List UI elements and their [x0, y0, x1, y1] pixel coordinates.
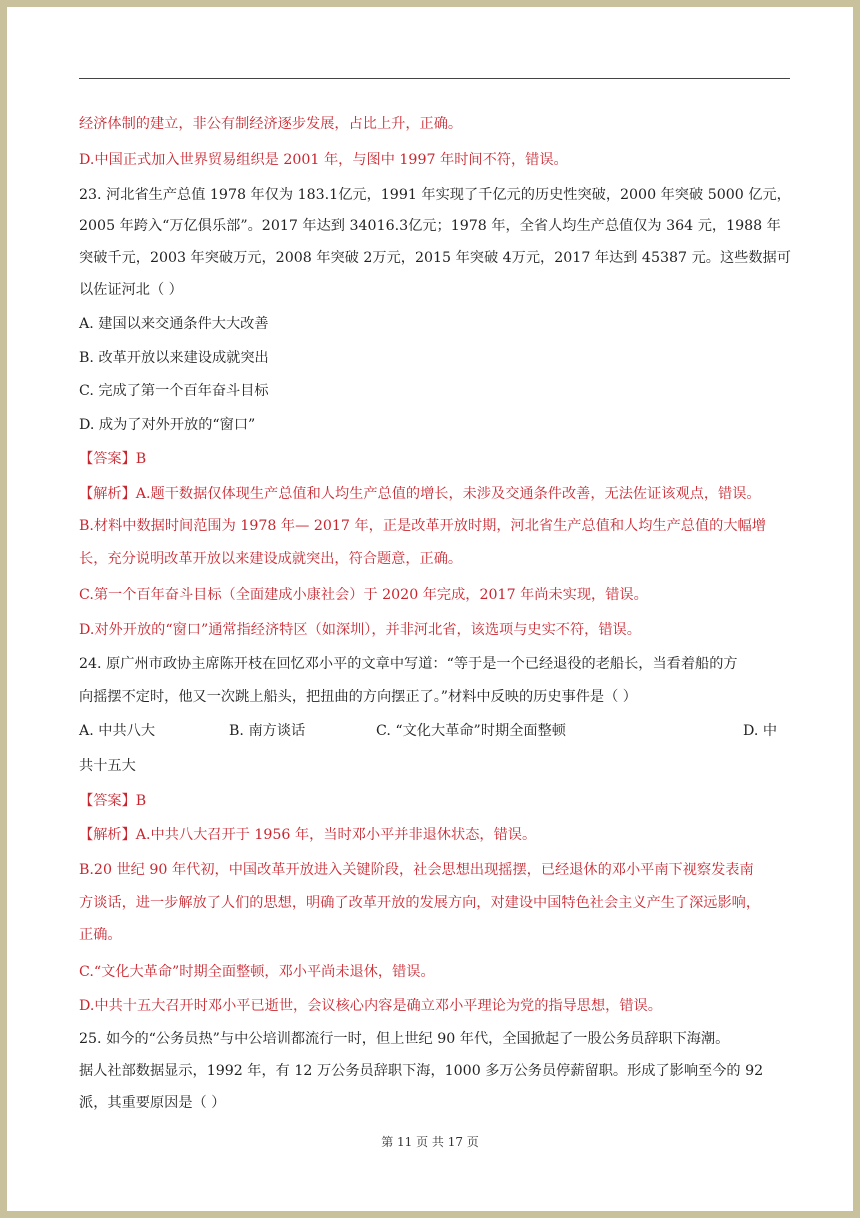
option-c: C. 完成了第一个百年奋斗目标	[79, 383, 269, 399]
option-b: B. 南方谈话	[229, 723, 306, 739]
analysis-text: D.对外开放的“窗口”通常指经济特区（如深圳），并非河北省，该选项与史实不符，错误。	[79, 622, 641, 638]
question-24-text: 向摇摆不定时，他又一次跳上船头，把扭曲的方向摆正了。”材料中反映的历史事件是（ ）	[79, 689, 637, 705]
question-23-text: 以佐证河北（ ）	[79, 282, 183, 298]
question-25-text: 25. 如今的“公务员热”与中公培训都流行一时，但上世纪 90 年代，全国掀起了一股公务员辞职下海潮。	[79, 1031, 730, 1047]
option-a: A. 建国以来交通条件大大改善	[79, 316, 269, 332]
text-line: D.中国正式加入世界贸易组织是 2001 年，与图中 1997 年时间不符，错误。	[79, 152, 568, 168]
analysis-text: B.材料中数据时间范围为 1978 年— 2017 年，正是改革开放时期，河北省生产总值和人均生产总值的大幅增	[79, 518, 766, 534]
analysis-text: 方谈话，进一步解放了人们的思想，明确了改革开放的发展方向，对建设中国特色社会主义产生了深远影响，	[79, 895, 761, 911]
question-23-text: 突破千元，2003 年突破万元，2008 年突破 2万元，2015 年突破 4万元，2017 年达到 45387 元。这些数据可	[79, 250, 791, 266]
option-a: A. 中共八大	[79, 723, 156, 739]
option-d-continued: 共十五大	[79, 758, 136, 774]
option-d: D. 中	[743, 723, 778, 739]
question-23-text: 2005 年跨入“万亿俱乐部”。2017 年达到 34016.3亿元；1978 年，全省人均生产总值仅为 364 元，1988 年	[79, 218, 781, 234]
page-number: 第 11 页 共 17 页	[381, 1135, 479, 1149]
analysis-text: 【解析】A.题干数据仅体现生产总值和人均生产总值的增长，未涉及交通条件改善，无法佐证该观点，错误。	[79, 486, 761, 502]
text-line: 经济体制的建立，非公有制经济逐步发展，占比上升，正确。	[79, 116, 463, 132]
question-25-text: 派，其重要原因是（ ）	[79, 1095, 226, 1111]
header-rule	[79, 78, 790, 79]
analysis-text: B.20 世纪 90 年代初，中国改革开放进入关键阶段，社会思想出现摇摆，已经退休的邓小平南下视察发表南	[79, 862, 754, 878]
option-c: C. “文化大革命”时期全面整顿	[376, 723, 566, 739]
analysis-text: 长，充分说明改革开放以来建设成就突出，符合题意，正确。	[79, 551, 463, 567]
analysis-text: D.中共十五大召开时邓小平已逝世，会议核心内容是确立邓小平理论为党的指导思想，错误。	[79, 998, 662, 1014]
analysis-text: 【解析】A.中共八大召开于 1956 年，当时邓小平并非退休状态，错误。	[79, 827, 537, 843]
analysis-text: 正确。	[79, 927, 122, 943]
question-24-text: 24. 原广州市政协主席陈开枝在回忆邓小平的文章中写道：“等于是一个已经退役的老船长，当看着船的方	[79, 656, 738, 672]
option-b: B. 改革开放以来建设成就突出	[79, 350, 269, 366]
question-25-text: 据人社部数据显示，1992 年，有 12 万公务员辞职下海，1000 多万公务员停薪留职。形成了影响至今的 92	[79, 1063, 764, 1079]
answer-label: 【答案】B	[79, 793, 147, 809]
analysis-text: C.第一个百年奋斗目标（全面建成小康社会）于 2020 年完成，2017 年尚未实现，错误。	[79, 587, 648, 603]
analysis-text: C.“文化大革命”时期全面整顿，邓小平尚未退休，错误。	[79, 964, 435, 980]
answer-label: 【答案】B	[79, 451, 147, 467]
option-d: D. 成为了对外开放的“窗口”	[79, 417, 256, 433]
question-23-text: 23. 河北省生产总值 1978 年仅为 183.1亿元，1991 年实现了千亿元的历史性突破，2000 年突破 5000 亿元，	[79, 187, 791, 203]
document-page	[7, 7, 853, 1211]
